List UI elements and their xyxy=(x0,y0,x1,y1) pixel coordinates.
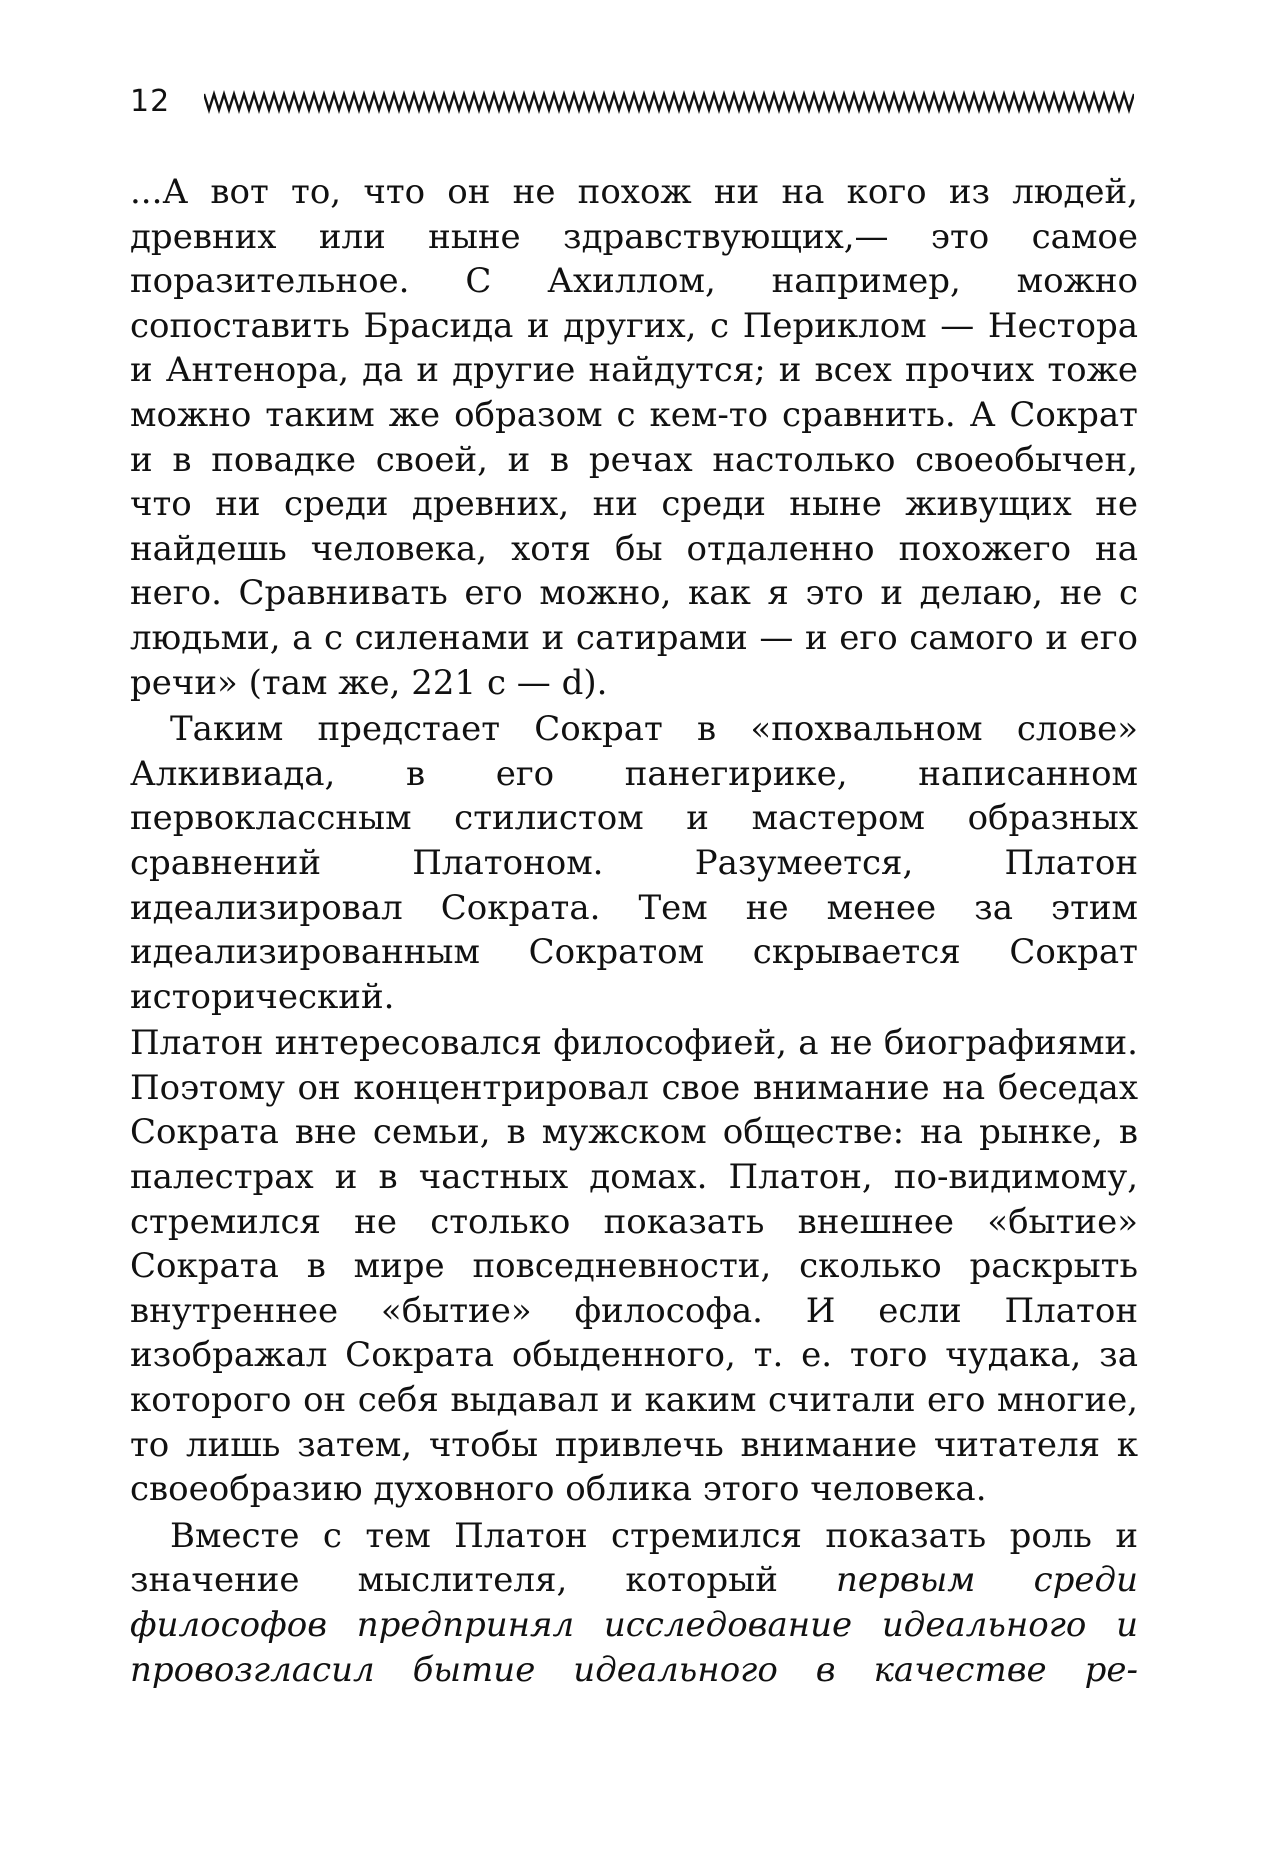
paragraph-4-italic: первым среди философов предпринял исследование идеального и провозгласил бытие идеального в качестве ре- xyxy=(130,1560,1138,1690)
page-number: 12 xyxy=(130,84,171,119)
paragraph-3: Платон интересовался философией, а не биографиями. Поэтому он концентрировал свое внимание на беседах Сократа вне семьи, в мужском обществе: на рынке, в палестрах и в частных домах. Платон, по-видимому, стремился не столько показать внешнее «бытие» Сократа в мире повседневности, сколько раскрыть внутреннее «бытие» философа. И если Платон изображал Сократа обыденного, т. е. того чудака, за которого он себя выдавал и каким считали его многие, то лишь затем, чтобы привлечь внимание читателя к своеобразию духовного облика этого человека. xyxy=(130,1023,1138,1510)
wavy-ornament-rule xyxy=(204,90,1134,114)
body-text xyxy=(130,170,1138,1694)
paragraph-4 xyxy=(130,1514,1138,1692)
paragraph-2: Таким предстает Сократ в «похвальном слове» Алкивиада, в его панегирике, написанном первоклассным стилистом и мастером образных сравнений Платоном. Разумеется, Платон идеализировал Сократа. Тем не менее за этим идеализированным Сократом скрывается Сократ исторический. xyxy=(130,709,1138,1017)
page-header xyxy=(130,82,1140,122)
paragraph-4-plain: Вместе с тем Платон стремился показать роль и значение мыслителя, который xyxy=(130,1515,1138,1601)
paragraph-quote: ...А вот то, что он не похож ни на кого из людей, древних или ныне здравствующих,— это самое поразительное. С Ахиллом, например, можно сопоставить Брасида и других, с Периклом — Нестора и Антенора, да и другие найдутся; и всех прочих тоже можно таким же образом с кем-то сравнить. А Сократ и в повадке своей, и в речах настолько своеобычен, что ни среди древних, ни среди ныне живущих не найдешь человека, хотя бы отдаленно похожего на него. Сравнивать его можно, как я это и делаю, не с людьми, а с силенами и сатирами — и его самого и его речи» (там же, 221 с — d). xyxy=(130,172,1138,703)
